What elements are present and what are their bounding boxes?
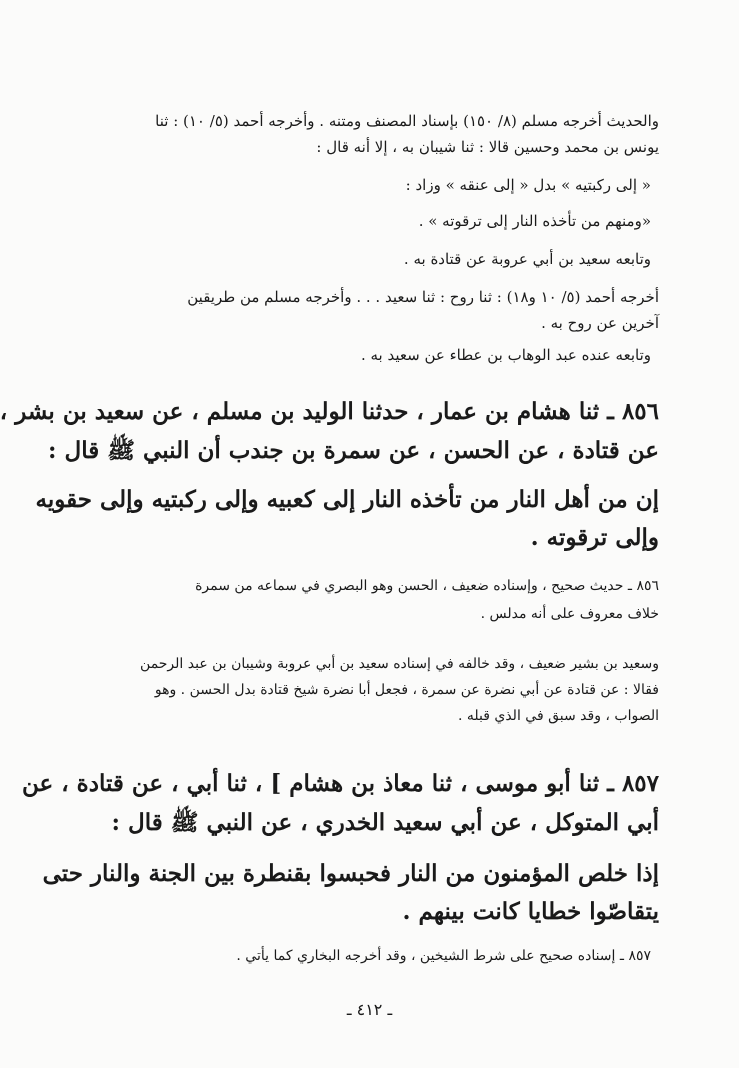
hadith-857-isnad-line: ٨٥٧ ـ ثنا أبو موسى ، ثنا معاذ بن هشام ] ، ثنا أبي ، عن قتادة ، عن <box>21 770 659 797</box>
footnote-line: والحديث أخرجه مسلم (٨/ ١٥٠) بإسناد المصنف ومتنه . وأخرجه أحمد (٥/ ١٠) : ثنا <box>155 112 659 130</box>
note-856-line: وسعيد بن بشير ضعيف ، وقد خالفه في إسناده سعيد بن أبي عروبة وشيبان بن عبد الرحمن <box>140 656 659 672</box>
hadith-857-matn-line: يتقاصّوا خطايا كانت بينهم . <box>402 898 659 925</box>
footnote-line: « إلى ركبتيه » بدل « إلى عنقه » وزاد : <box>405 176 651 194</box>
footnote-line: وتابعه عنده عبد الوهاب بن عطاء عن سعيد به . <box>360 346 651 364</box>
footnote-line: آخرين عن روح به . <box>541 314 659 332</box>
hadith-856-matn-line: إن من أهل النار من تأخذه النار إلى كعبيه وإلى ركبتيه وإلى حقويه <box>35 486 659 513</box>
footnote-line: وتابعه سعيد بن أبي عروبة عن قتادة به . <box>403 250 651 268</box>
hadith-857-isnad-line: أبي المتوكل ، عن أبي سعيد الخدري ، عن النبي ﷺ قال : <box>111 809 659 836</box>
note-856-line: ٨٥٦ ـ حديث صحيح ، وإسناده ضعيف ، الحسن وهو البصري في سماعه من سمرة <box>195 578 659 594</box>
footnote-line: «ومنهم من تأخذه النار إلى ترقوته » . <box>418 212 651 230</box>
hadith-856-isnad-line: عن قتادة ، عن الحسن ، عن سمرة بن جندب أن النبي ﷺ قال : <box>48 437 659 464</box>
hadith-856-matn-line: وإلى ترقوته . <box>530 524 659 551</box>
note-856-line: الصواب ، وقد سبق في الذي قبله . <box>457 708 659 724</box>
footnote-line: أخرجه أحمد (٥/ ١٠ و١٨) : ثنا روح : ثنا سعيد . . . وأخرجه مسلم من طريقين <box>187 288 659 306</box>
note-856-line: فقالا : عن قتادة عن أبي نضرة عن سمرة ، فجعل أبا نضرة شيخ قتادة بدل الحسن . وهو <box>154 682 659 698</box>
note-857-line: ٨٥٧ ـ إسناده صحيح على شرط الشيخين ، وقد أخرجه البخاري كما يأتي . <box>236 948 651 964</box>
hadith-856-isnad-line: ٨٥٦ ـ ثنا هشام بن عمار ، حدثنا الوليد بن مسلم ، عن سعيد بن بشر ، <box>0 398 659 425</box>
page-number: ـ ٤١٢ ـ <box>346 1000 393 1019</box>
note-856-line: خلاف معروف على أنه مدلس . <box>480 606 659 622</box>
hadith-857-matn-line: إذا خلص المؤمنون من النار فحبسوا بقنطرة بين الجنة والنار حتى <box>42 860 659 887</box>
footnote-line: يونس بن محمد وحسين قالا : ثنا شيبان به ، إلا أنه قال : <box>316 138 659 156</box>
